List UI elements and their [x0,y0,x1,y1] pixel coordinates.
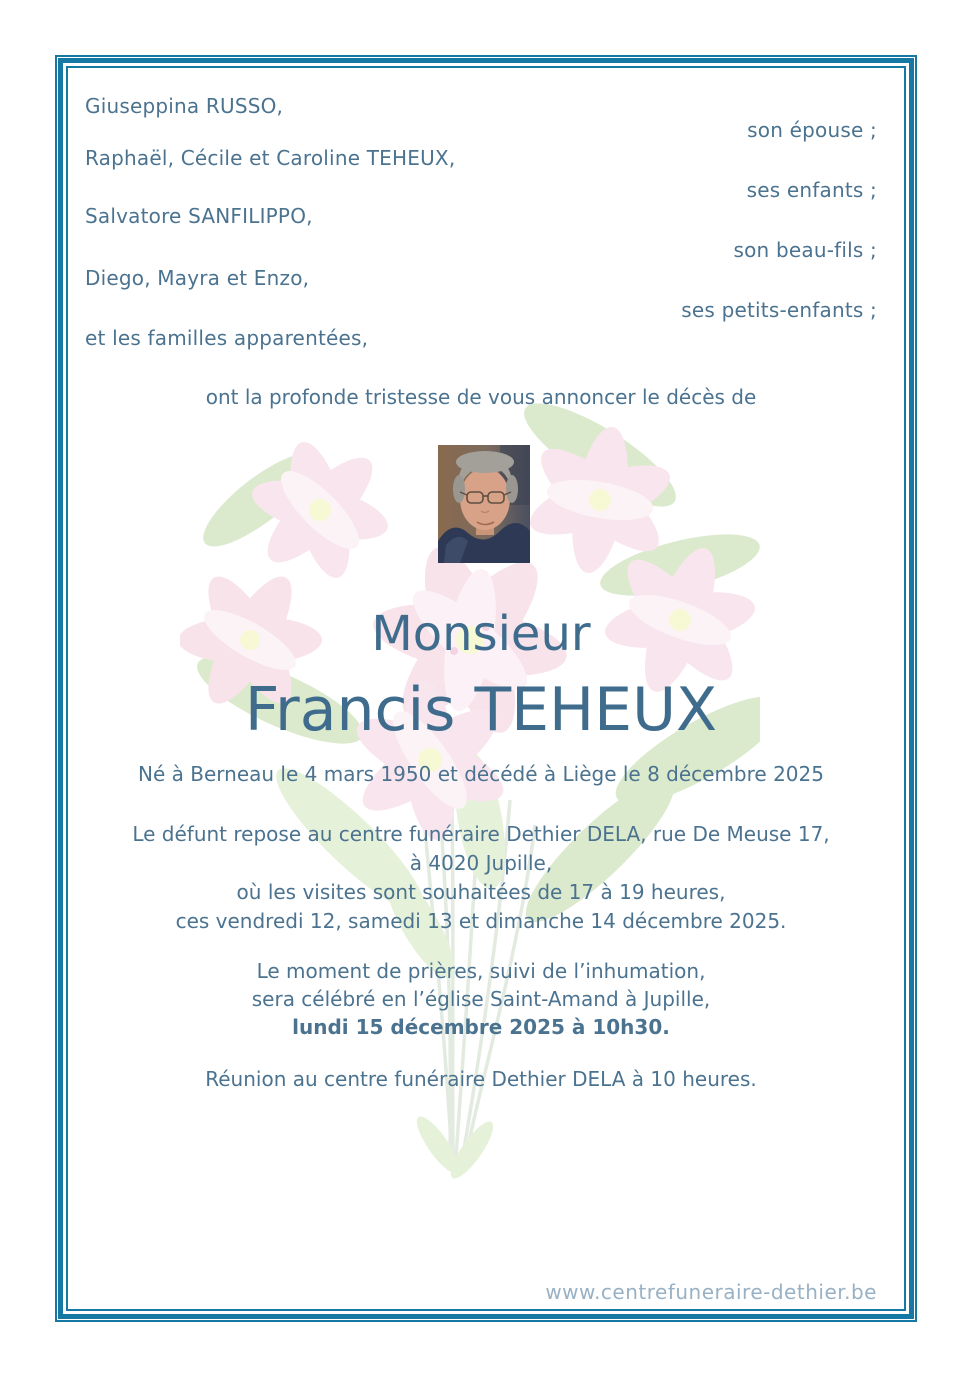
relation-line: ses enfants ; [746,178,877,202]
relation-line: son beau-fils ; [733,238,877,262]
family-name-line: Raphaël, Cécile et Caroline TEHEUX, [85,146,456,170]
family-name-line: Diego, Mayra et Enzo, [85,266,310,290]
ceremony-block [85,957,877,1041]
reunion-line: Réunion au centre funéraire Dethier DELA à 10 heures. [205,1067,757,1091]
deceased-photo [438,445,530,563]
church-line: sera célébré en l’église Saint-Amand à Jupille, [251,987,711,1011]
family-name-line: Giuseppina RUSSO, [85,94,284,118]
funeral-home-website: www.centrefuneraire-dethier.be [545,1280,877,1304]
repose-block [85,820,877,936]
relation-line: son épouse ; [747,118,877,142]
family-name-line: Salvatore SANFILIPPO, [85,204,313,228]
birth-death-line: Né à Berneau le 4 mars 1950 et décédé à Liège le 8 décembre 2025 [138,762,824,786]
service-datetime-line: lundi 15 décembre 2025 à 10h30. [292,1015,670,1039]
announcement-intro-line: ont la profonde tristesse de vous annoncer le décès de [205,385,757,409]
repose-address-line: à 4020 Jupille, [409,851,553,875]
visits-dates-line: ces vendredi 12, samedi 13 et dimanche 14 décembre 2025. [175,909,787,933]
deceased-name: Francis TEHEUX [244,675,718,745]
prayer-service-line: Le moment de prières, suivi de l’inhumation, [256,959,706,983]
deceased-title: Monsieur [371,606,591,662]
family-name-line: et les familles apparentées, [85,326,369,350]
visits-hours-line: où les visites sont souhaitées de 17 à 19 heures, [236,880,726,904]
relation-line: ses petits-enfants ; [681,298,877,322]
repose-location-line: Le défunt repose au centre funéraire Dethier DELA, rue De Meuse 17, [132,822,830,846]
